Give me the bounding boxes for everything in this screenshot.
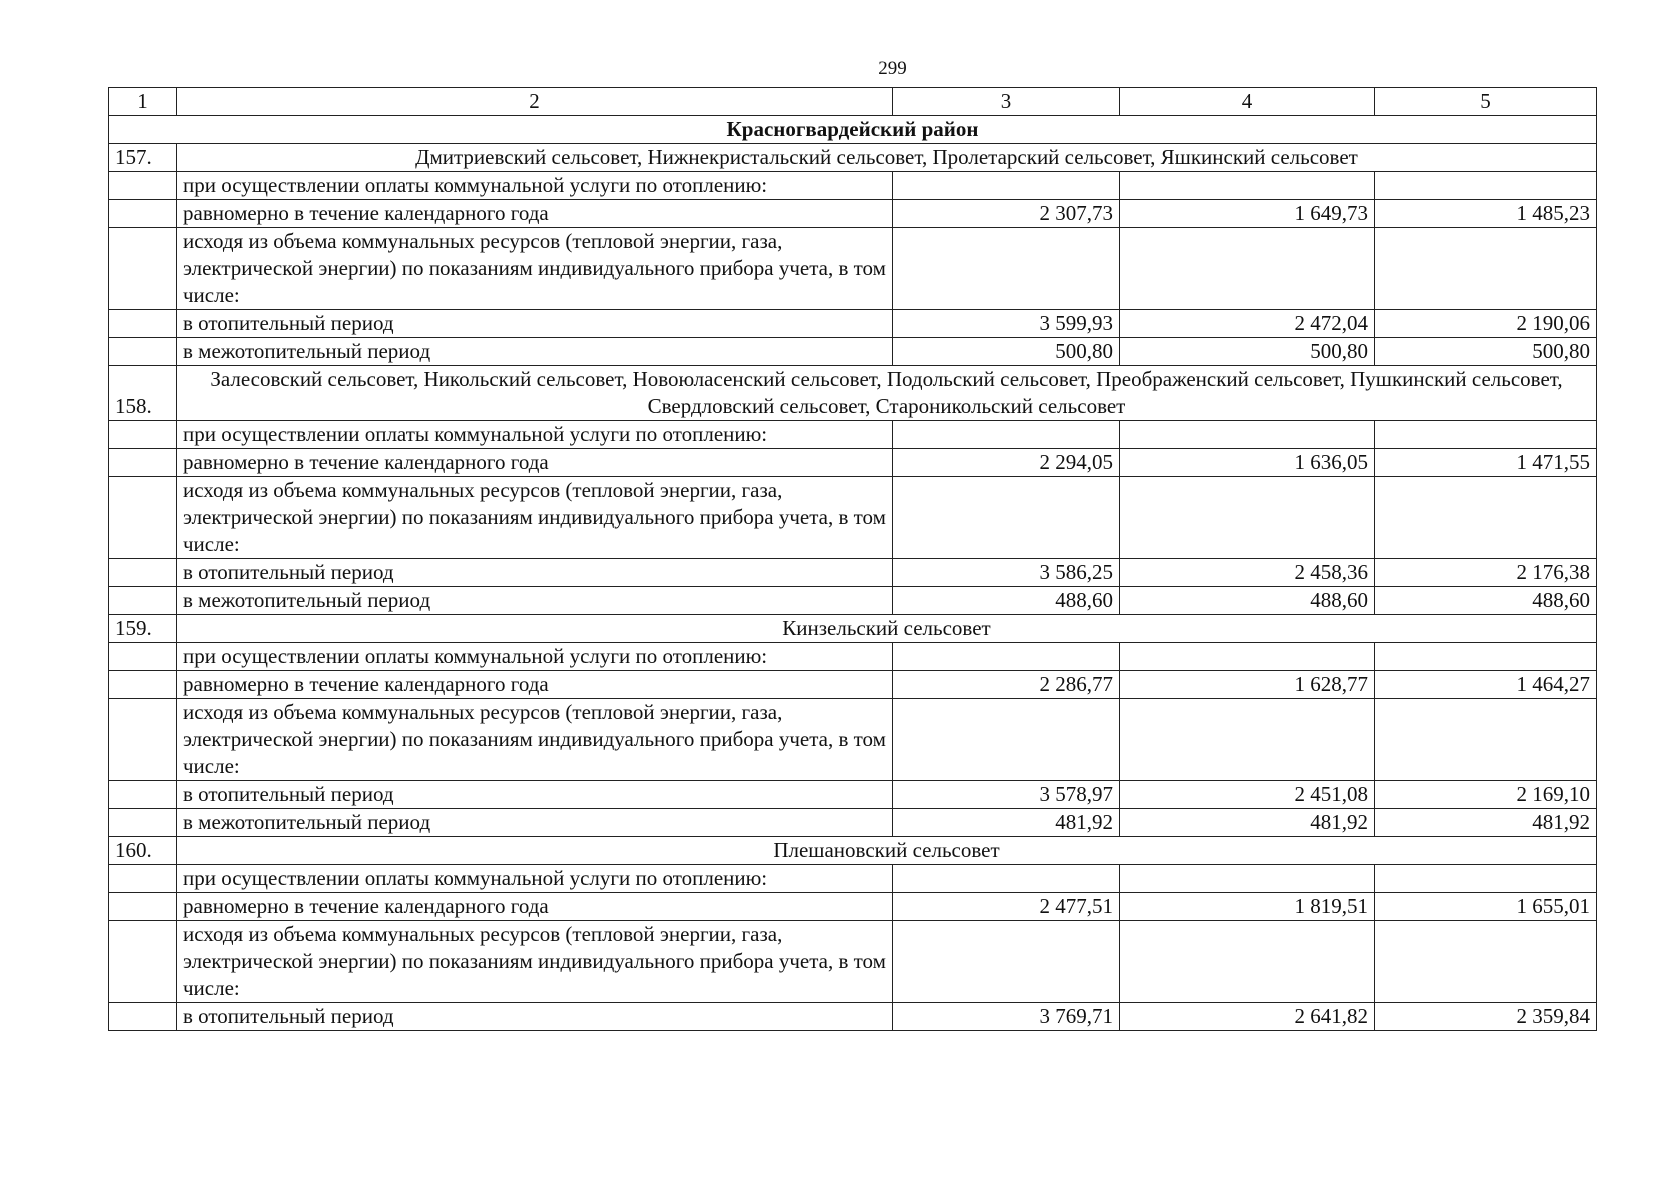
value-cell-col-3: 488,60 xyxy=(893,587,1120,615)
table-row xyxy=(109,1003,1597,1031)
description-cell: в межотопительный период xyxy=(177,809,893,837)
value-cell-col-3 xyxy=(893,865,1120,893)
table-row xyxy=(109,865,1597,893)
value-cell-col-5: 1 471,55 xyxy=(1375,449,1597,477)
section-header-row xyxy=(109,366,1597,421)
description-cell: в отопительный период xyxy=(177,310,893,338)
value-cell-col-5: 2 359,84 xyxy=(1375,1003,1597,1031)
value-cell-col-5: 488,60 xyxy=(1375,587,1597,615)
value-cell-col-5 xyxy=(1375,228,1597,310)
section-title: Дмитриевский сельсовет, Нижнекристальский сельсовет, Пролетарский сельсовет, Яшкинский сельсовет xyxy=(177,144,1597,172)
table-row xyxy=(109,587,1597,615)
value-cell-col-3: 3 578,97 xyxy=(893,781,1120,809)
number-cell xyxy=(109,310,177,338)
description-cell: в отопительный период xyxy=(177,559,893,587)
value-cell-col-5 xyxy=(1375,921,1597,1003)
value-cell-col-3: 2 307,73 xyxy=(893,200,1120,228)
value-cell-col-4: 1 628,77 xyxy=(1120,671,1375,699)
value-cell-col-5: 2 176,38 xyxy=(1375,559,1597,587)
number-cell xyxy=(109,587,177,615)
section-header-row xyxy=(109,837,1597,865)
table-row xyxy=(109,671,1597,699)
table-row xyxy=(109,921,1597,1003)
value-cell-col-5 xyxy=(1375,699,1597,781)
description-cell: в межотопительный период xyxy=(177,587,893,615)
number-cell xyxy=(109,421,177,449)
value-cell-col-3 xyxy=(893,699,1120,781)
number-cell xyxy=(109,559,177,587)
value-cell-col-4: 500,80 xyxy=(1120,338,1375,366)
number-cell xyxy=(109,1003,177,1031)
value-cell-col-4: 1 819,51 xyxy=(1120,893,1375,921)
value-cell-col-3 xyxy=(893,228,1120,310)
description-cell: равномерно в течение календарного года xyxy=(177,893,893,921)
header-cell-2: 2 xyxy=(177,88,893,116)
description-cell: при осуществлении оплаты коммунальной услуги по отоплению: xyxy=(177,643,893,671)
number-cell xyxy=(109,643,177,671)
value-cell-col-3: 2 286,77 xyxy=(893,671,1120,699)
value-cell-col-4 xyxy=(1120,228,1375,310)
value-cell-col-5 xyxy=(1375,421,1597,449)
region-title: Красногвардейский район xyxy=(109,116,1597,144)
value-cell-col-4 xyxy=(1120,921,1375,1003)
value-cell-col-4: 2 458,36 xyxy=(1120,559,1375,587)
value-cell-col-5 xyxy=(1375,865,1597,893)
description-cell: равномерно в течение календарного года xyxy=(177,449,893,477)
value-cell-col-5: 1 655,01 xyxy=(1375,893,1597,921)
table-row xyxy=(109,228,1597,310)
value-cell-col-3 xyxy=(893,172,1120,200)
value-cell-col-4 xyxy=(1120,421,1375,449)
section-header-row xyxy=(109,615,1597,643)
description-cell: при осуществлении оплаты коммунальной услуги по отоплению: xyxy=(177,421,893,449)
value-cell-col-5: 500,80 xyxy=(1375,338,1597,366)
description-cell: равномерно в течение календарного года xyxy=(177,671,893,699)
section-title: Кинзельский сельсовет xyxy=(177,615,1597,643)
value-cell-col-5 xyxy=(1375,477,1597,559)
value-cell-col-4: 488,60 xyxy=(1120,587,1375,615)
description-cell: в отопительный период xyxy=(177,1003,893,1031)
value-cell-col-4 xyxy=(1120,172,1375,200)
table-row xyxy=(109,699,1597,781)
number-cell xyxy=(109,200,177,228)
value-cell-col-3 xyxy=(893,421,1120,449)
value-cell-col-3: 3 769,71 xyxy=(893,1003,1120,1031)
number-cell xyxy=(109,477,177,559)
tariff-table-body xyxy=(109,88,1597,1031)
table-row xyxy=(109,172,1597,200)
number-cell xyxy=(109,865,177,893)
table-row xyxy=(109,809,1597,837)
number-cell xyxy=(109,449,177,477)
section-header-row xyxy=(109,144,1597,172)
value-cell-col-3 xyxy=(893,643,1120,671)
value-cell-col-4: 1 636,05 xyxy=(1120,449,1375,477)
header-cell-3: 3 xyxy=(893,88,1120,116)
description-cell: равномерно в течение календарного года xyxy=(177,200,893,228)
number-cell xyxy=(109,699,177,781)
value-cell-col-3: 481,92 xyxy=(893,809,1120,837)
value-cell-col-4 xyxy=(1120,699,1375,781)
header-cell-4: 4 xyxy=(1120,88,1375,116)
table-row xyxy=(109,643,1597,671)
table-row xyxy=(109,559,1597,587)
description-cell: исходя из объема коммунальных ресурсов (тепловой энергии, газа, электрической энергии) по показаниям индивидуального прибора учета, в том числе: xyxy=(177,699,893,781)
table-row xyxy=(109,421,1597,449)
value-cell-col-5: 2 190,06 xyxy=(1375,310,1597,338)
description-cell: исходя из объема коммунальных ресурсов (тепловой энергии, газа, электрической энергии) по показаниям индивидуального прибора учета, в том числе: xyxy=(177,921,893,1003)
value-cell-col-5: 2 169,10 xyxy=(1375,781,1597,809)
value-cell-col-5: 1 485,23 xyxy=(1375,200,1597,228)
value-cell-col-5 xyxy=(1375,643,1597,671)
value-cell-col-5: 481,92 xyxy=(1375,809,1597,837)
number-cell xyxy=(109,809,177,837)
header-row xyxy=(109,88,1597,116)
value-cell-col-4: 2 472,04 xyxy=(1120,310,1375,338)
number-cell xyxy=(109,228,177,310)
value-cell-col-4: 1 649,73 xyxy=(1120,200,1375,228)
value-cell-col-3: 2 294,05 xyxy=(893,449,1120,477)
value-cell-col-5 xyxy=(1375,172,1597,200)
value-cell-col-3: 2 477,51 xyxy=(893,893,1120,921)
value-cell-col-4 xyxy=(1120,643,1375,671)
region-row xyxy=(109,116,1597,144)
description-cell: при осуществлении оплаты коммунальной услуги по отоплению: xyxy=(177,172,893,200)
value-cell-col-3 xyxy=(893,921,1120,1003)
table-row xyxy=(109,338,1597,366)
section-number: 160. xyxy=(109,837,177,865)
value-cell-col-5: 1 464,27 xyxy=(1375,671,1597,699)
table-row xyxy=(109,781,1597,809)
value-cell-col-4: 2 641,82 xyxy=(1120,1003,1375,1031)
value-cell-col-4 xyxy=(1120,865,1375,893)
value-cell-col-4: 481,92 xyxy=(1120,809,1375,837)
table-row xyxy=(109,200,1597,228)
value-cell-col-3: 3 586,25 xyxy=(893,559,1120,587)
table-row xyxy=(109,893,1597,921)
number-cell xyxy=(109,893,177,921)
section-title: Залесовский сельсовет, Никольский сельсовет, Новоюласенский сельсовет, Подольский сельсовет, Преображенский сельсовет, Пушкинский сельсовет, Свердловский сельсовет, Староникольский сельсовет xyxy=(177,366,1597,421)
value-cell-col-4 xyxy=(1120,477,1375,559)
value-cell-col-3 xyxy=(893,477,1120,559)
tariff-table xyxy=(108,87,1597,1031)
section-number: 159. xyxy=(109,615,177,643)
table-row xyxy=(109,449,1597,477)
description-cell: исходя из объема коммунальных ресурсов (тепловой энергии, газа, электрической энергии) по показаниям индивидуального прибора учета, в том числе: xyxy=(177,228,893,310)
description-cell: исходя из объема коммунальных ресурсов (тепловой энергии, газа, электрической энергии) по показаниям индивидуального прибора учета, в том числе: xyxy=(177,477,893,559)
section-number: 157. xyxy=(109,144,177,172)
section-number: 158. xyxy=(109,366,177,421)
number-cell xyxy=(109,921,177,1003)
section-title: Плешановский сельсовет xyxy=(177,837,1597,865)
description-cell: при осуществлении оплаты коммунальной услуги по отоплению: xyxy=(177,865,893,893)
number-cell xyxy=(109,338,177,366)
value-cell-col-4: 2 451,08 xyxy=(1120,781,1375,809)
header-cell-5: 5 xyxy=(1375,88,1597,116)
number-cell xyxy=(109,781,177,809)
value-cell-col-3: 3 599,93 xyxy=(893,310,1120,338)
page-number: 299 xyxy=(878,58,907,79)
number-cell xyxy=(109,671,177,699)
table-row xyxy=(109,477,1597,559)
value-cell-col-3: 500,80 xyxy=(893,338,1120,366)
description-cell: в отопительный период xyxy=(177,781,893,809)
description-cell: в межотопительный период xyxy=(177,338,893,366)
number-cell xyxy=(109,172,177,200)
table-row xyxy=(109,310,1597,338)
header-cell-1: 1 xyxy=(109,88,177,116)
